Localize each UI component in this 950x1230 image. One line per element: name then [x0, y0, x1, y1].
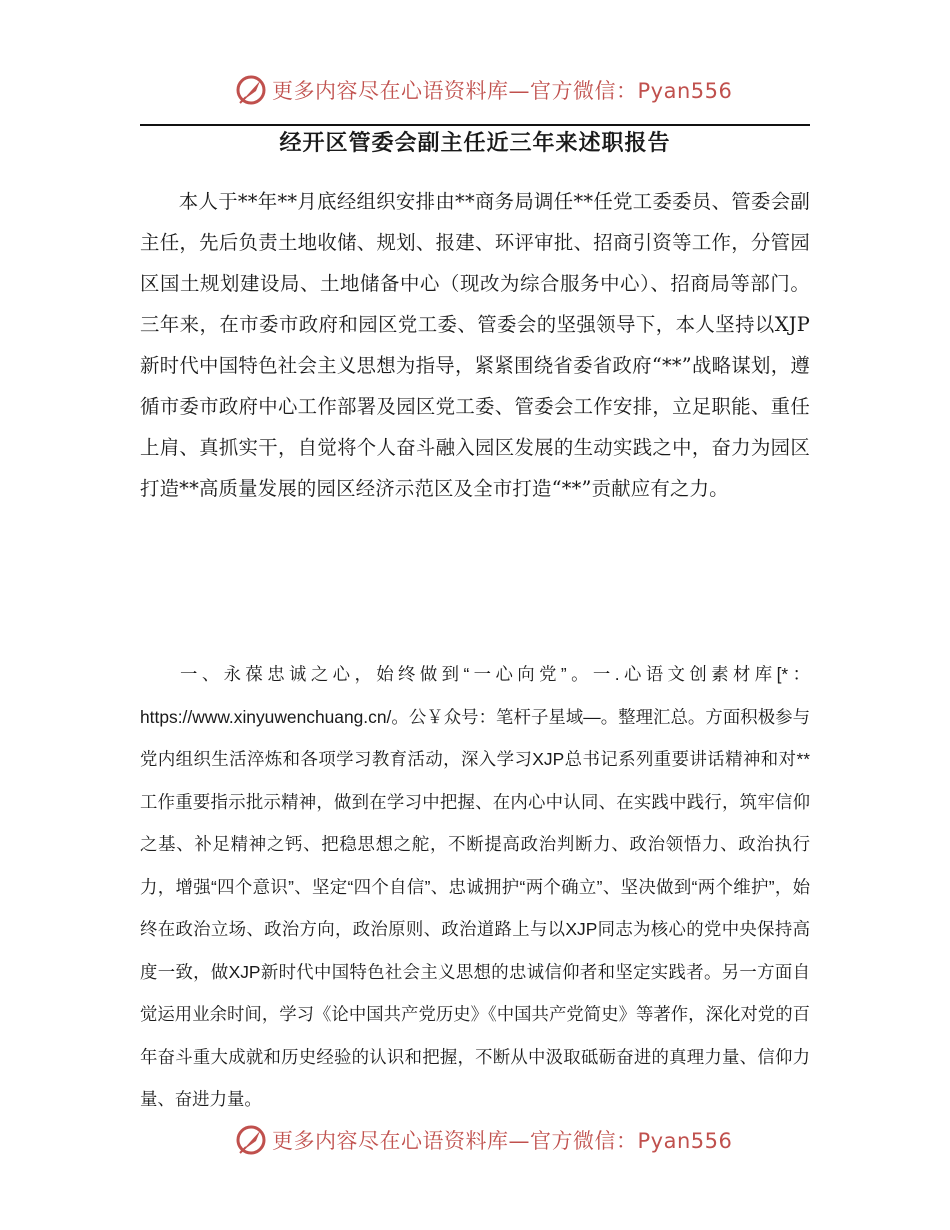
quill-logo-icon — [234, 73, 268, 107]
header-banner-text: 更多内容尽在心语资料库—官方微信：Pyan556 — [272, 79, 733, 103]
paragraph-2: 一、永葆忠诚之心，始终做到“一心向党”。一.心语文创素材库[*：https://www.xinyuwenchuang.cn/。公￥众号：笔杆子星域—。整理汇总。方面积极参与党内组织生活淬炼和各项学习教育活动，深入学习XJP总书记系列重要讲话精神和对**工作重要指示批示精神，做到在学习中把握、在内心中认同、在实践中践行，筑牢信仰之基、补足精神之钙、把稳思想之舵，不断提高政治判断力、政治领悟力、政治执行力，增强“四个意识”、坚定“四个自信”、忠诚拥护“两个确立”、坚决做到“两个维护”，始终在政治立场、政治方向，政治原则、政治道路上与以XJP同志为核心的党中央保持高度一致，做XJP新时代中国特色社会主义思想的忠诚信仰者和坚定实践者。另一方面自觉运用业余时间，学习《论中国共产党历史》《中国共产党简史》等著作，深化对党的百年奋斗重大成就和历史经验的认识和把握，不断从中汲取砥砺奋进的真理力量、信仰力量、奋进力量。 — [140, 664, 810, 1109]
header-banner — [0, 70, 950, 110]
quill-logo-icon — [234, 1123, 268, 1157]
document-title: 经开区管委会副主任近三年来述职报告 — [279, 130, 671, 156]
header-rule — [140, 124, 810, 126]
paragraph-1: 本人于**年**月底经组织安排由**商务局调任**任党工委委员、管委会副主任，先后负责土地收储、规划、报建、环评审批、招商引资等工作，分管园区国土规划建设局、土地储备中心（现改为综合服务中心）、招商局等部门。三年来，在市委市政府和园区党工委、管委会的坚强领导下，本人坚持以XJP新时代中国特色社会主义思想为指导，紧紧围绕省委省政府“**”战略谋划，遵循市委市政府中心工作部署及园区党工委、管委会工作安排，立足职能、重任上肩、真抓实干，自觉将个人奋斗融入园区发展的生动实践之中，奋力为园区打造**高质量发展的园区经济示范区及全市打造“**”贡献应有之力。 — [140, 190, 810, 500]
footer-banner — [0, 1120, 950, 1160]
footer-banner-text: 更多内容尽在心语资料库—官方微信：Pyan556 — [272, 1129, 733, 1153]
